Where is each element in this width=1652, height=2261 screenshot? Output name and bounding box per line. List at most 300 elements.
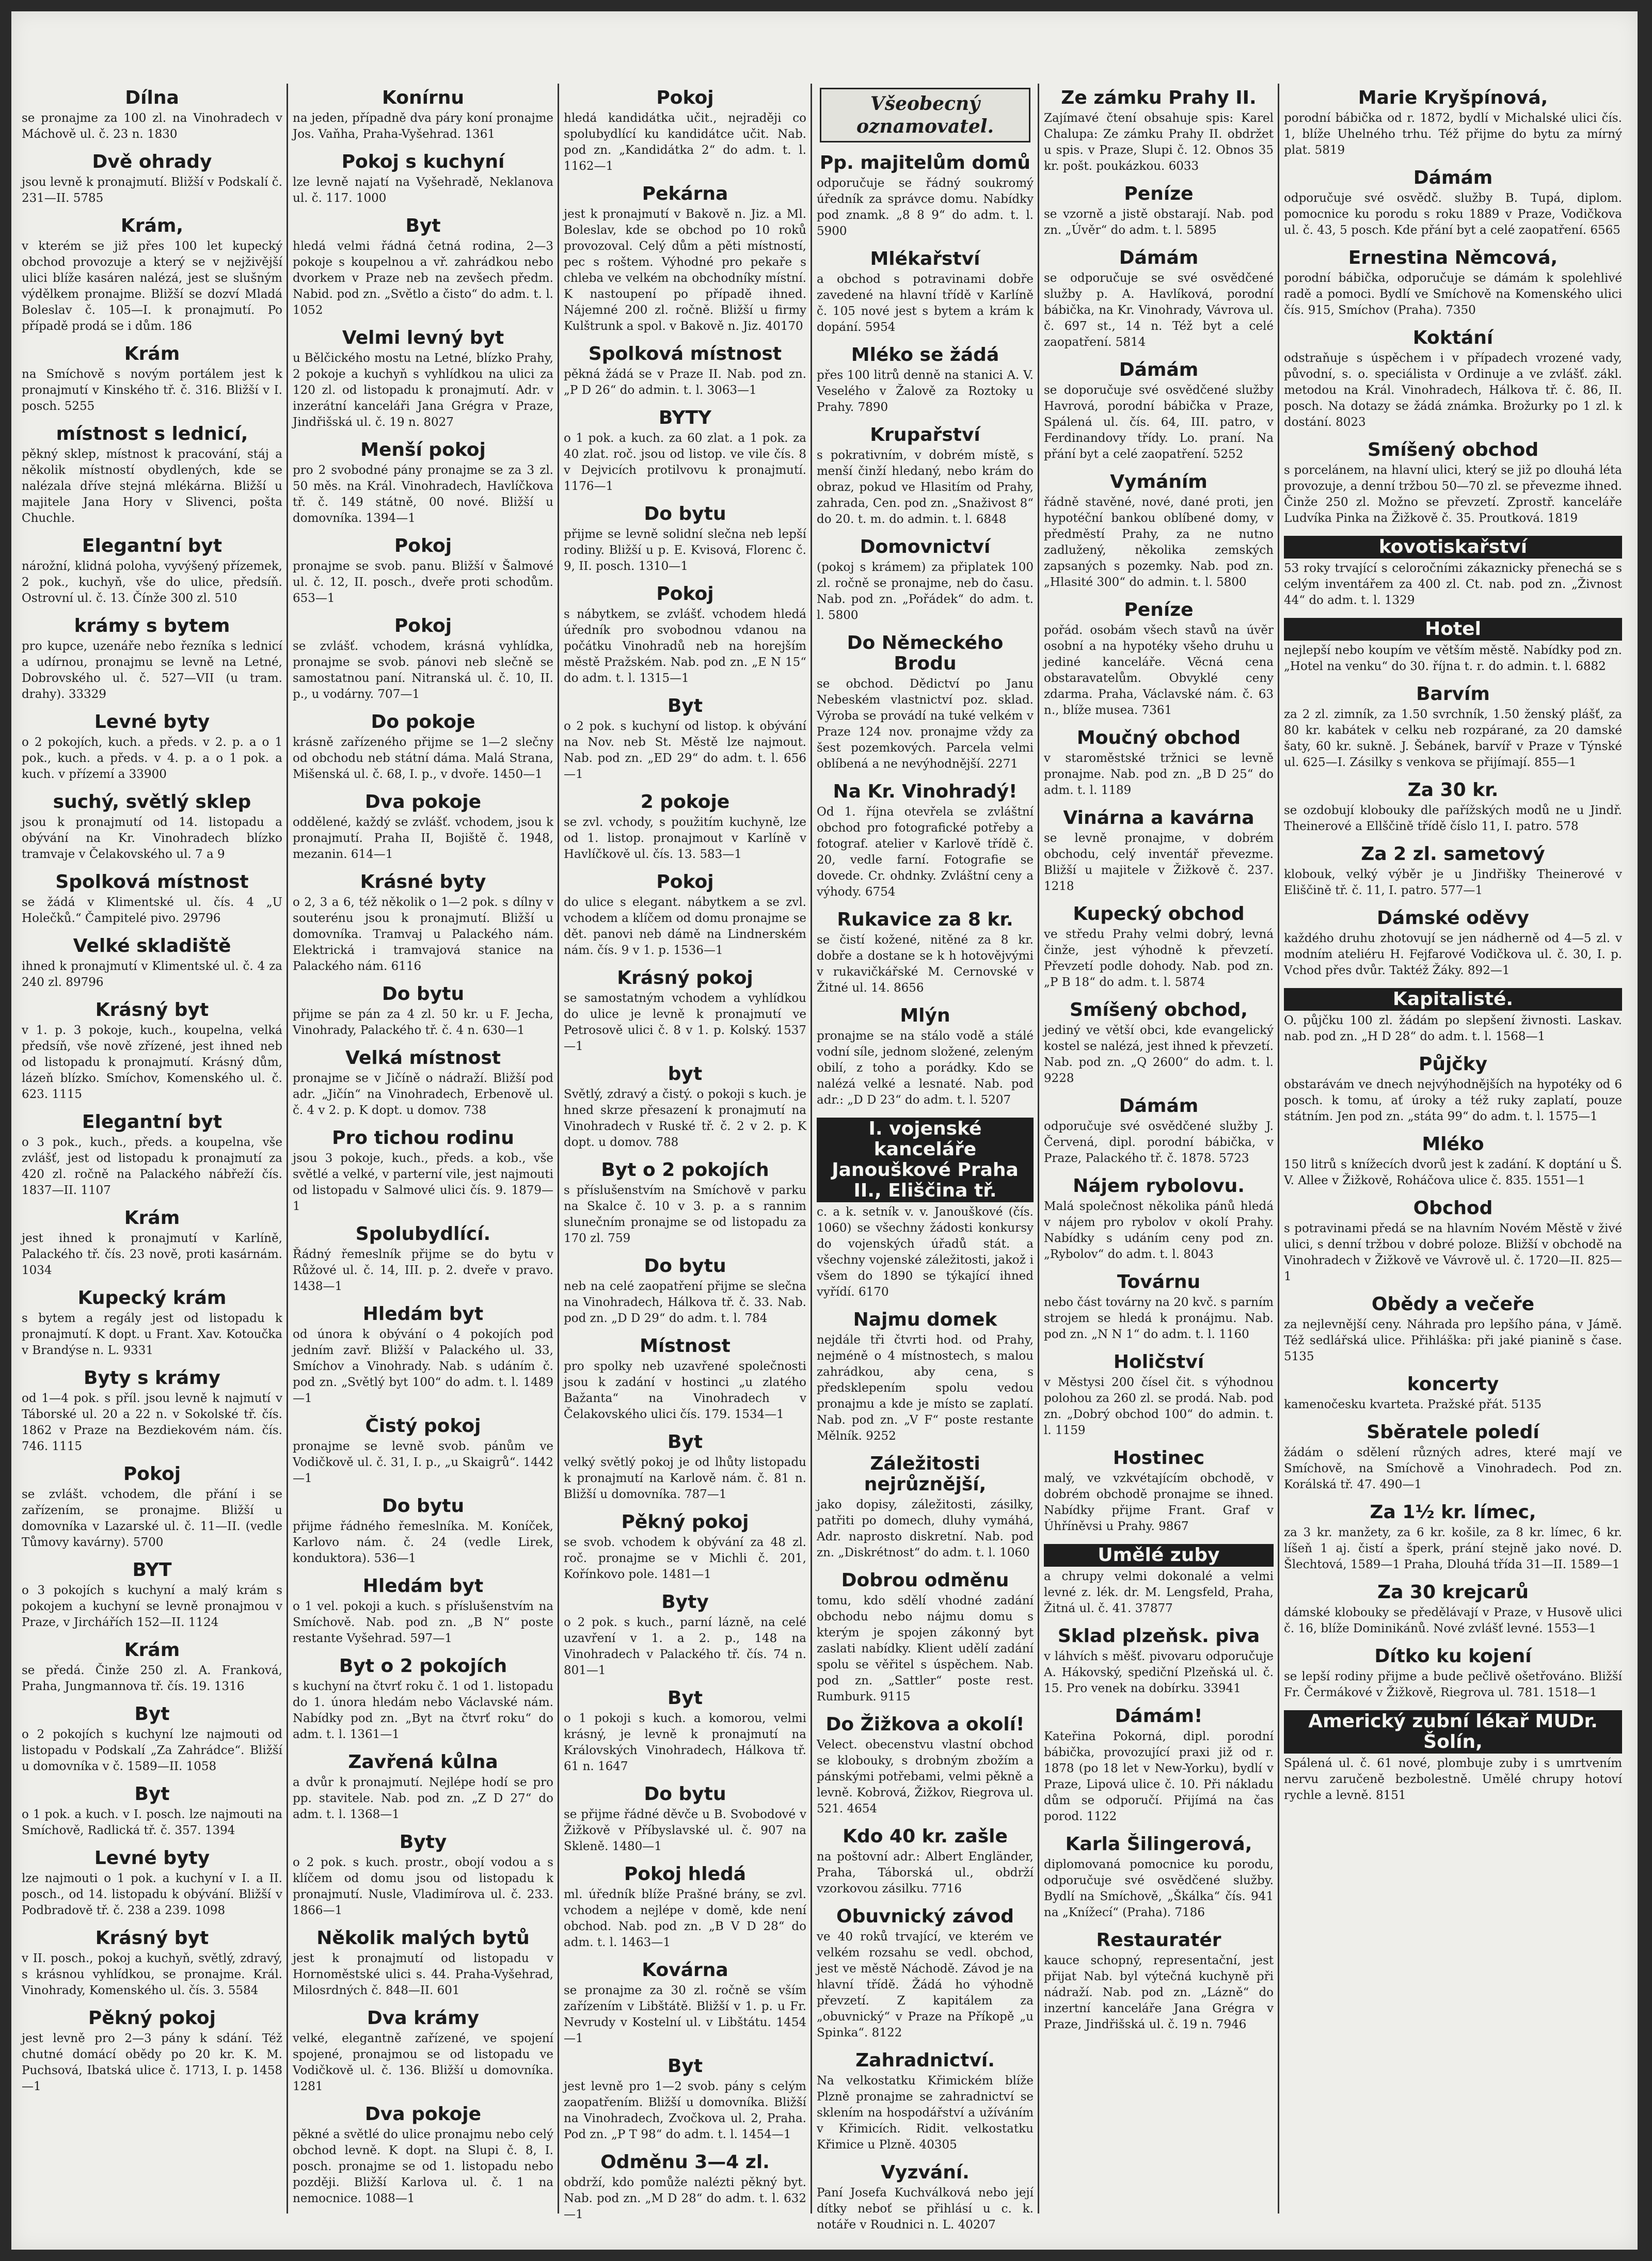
ad-heading: Marie Kryšpínová, bbox=[1358, 87, 1548, 108]
ad-heading: Vymáním bbox=[1110, 471, 1208, 492]
classified-ad bbox=[564, 584, 806, 687]
ad-body: odstraňuje s úspěchem i v případech vrozené vady, původní, s. o. speciálista v Ordinuje a ve zvlášť. zákl. metodou na Král. Vinohradech, Hálkova tř. č. 86, II. posch. Na dotazy se žádá známka. Brožurky po 1 zl. k dostání. 8023 bbox=[1284, 352, 1622, 429]
ad-body: do ulice s elegant. nábytkem a se zvl. vchodem a klíčem od domu pronajme se dět. panovi neb dámě na Lindnerském nám. čís. 9 v 1. p. 1536—1 bbox=[564, 896, 806, 957]
ad-heading: Do bytu bbox=[382, 983, 465, 1005]
ad-body: se samostatným vchodem a vyhlídkou do ulice je levně k pronajmutí ve Petrosově ulici č. 8 v 1. p. Kolský. 1537—1 bbox=[564, 992, 806, 1053]
ad-heading: Pokoj bbox=[656, 87, 714, 108]
classified-ad bbox=[293, 1304, 553, 1407]
ad-body: oddělené, každý se zvlášť. vchodem, jsou k pronajmutí. Praha II, Bojiště č. 1948, mezanin. 614—1 bbox=[293, 816, 553, 861]
ad-body: s porcelánem, na hlavní ulici, který se již po dlouhá léta provozuje, a denní tržbou 50—70 zl. se převezme ihned. Činže 250 zl. Možno se převzetí. Zprostř. kanceláře Ludvíka Pinka na Žižkově č. 35. Proutková. 1819 bbox=[1284, 464, 1622, 525]
column-rule bbox=[287, 84, 288, 2214]
classified-ad bbox=[1284, 1054, 1622, 1125]
classified-ad bbox=[1284, 536, 1622, 609]
ad-heading: Restauratér bbox=[1096, 1930, 1221, 1951]
ad-heading: Pokoj s kuchyní bbox=[341, 151, 505, 172]
classified-ad bbox=[817, 782, 1034, 900]
ad-body: jsou levně k pronajmutí. Bližší v Podskalí č. 231—II. 5785 bbox=[22, 176, 282, 205]
ad-heading: BYT bbox=[132, 1559, 172, 1581]
classified-ad bbox=[564, 1256, 806, 1327]
ad-body: jsou 3 pokoje, kuch., předs. a kob., vše světlé a velké, v parterní vile, jest najmouti od listopadu v Salmové ulici čís. 9. 1879—1 bbox=[293, 1152, 553, 1213]
ad-body: malý, ve vzkvétajícím obchodě, v dobrém obchodě pronajme se ihned. Nabídky přijme Frant. Graf v Úhříněvsi u Prahy. 9867 bbox=[1044, 1472, 1274, 1533]
ad-heading: Pokoj bbox=[123, 1463, 181, 1485]
ad-body: pronajme se svob. panu. Bližší v Šalmové ul. č. 12, II. posch., dveře proti schodům. 653—1 bbox=[293, 560, 553, 605]
ad-body: porodní bábička, odporučuje se dámám k spolehlivé radě a pomoci. Bydlí ve Smíchově na Komenského ulici čís. 915, Smíchov (Praha). 7350 bbox=[1284, 272, 1622, 317]
classified-ad bbox=[1044, 904, 1274, 991]
ad-body: klobouk, velký výběr je u Jindřišky Theinerové v Eliščině tř. č. 11, I. patro. 577—1 bbox=[1284, 868, 1622, 897]
classified-ad bbox=[817, 537, 1034, 624]
ad-body: hledá velmi řádná četná rodina, 2—3 pokoje s koupelnou a vř. zahrádkou nebo dvorkem v Praze neb na zevšech předm. Nabid. pod zn. „Světlo a čisto“ do adm. t. l. 1052 bbox=[293, 240, 553, 317]
ad-heading: I. vojenské kanceláře Janouškové Praha II., Eliščina tř. bbox=[817, 1118, 1034, 1202]
classified-ad bbox=[293, 88, 553, 142]
ad-body: u Bělčického mostu na Letné, blízko Prahy, 2 pokoje a kuchyň s vyhlídkou na ulici za 120 zl. od listopadu k pronajmutí. Adr. v inzerátní kanceláři Jana Grégra v Praze, Jindřišská ul. č. 19 n. 8027 bbox=[293, 352, 553, 429]
classified-ad bbox=[22, 1464, 282, 1551]
ad-body: jest k pronajmutí od listopadu v Hornoměstské ulici s. 44. Praha-Vyšehrad, Milosrdných č. 848—II. 601 bbox=[293, 1952, 553, 1997]
ad-body: kamenočesku kvarteta. Pražské přát. 5135 bbox=[1284, 1398, 1542, 1411]
ad-heading: Krásný byt bbox=[95, 999, 209, 1021]
ad-body: od 1—4 pok. s příl. jsou levně k najmutí v Táborské ul. 20 a 22 n. v Sokolské tř. čís. 1862 v Praze na Bezdiekovém nám. čís. 746. 1115 bbox=[22, 1392, 282, 1453]
ad-body: o 2 pok. s kuch. prostr., obojí vodou a s klíčem od domu jsou od listopadu k pronajmutí. Nusle, Vladimírova ul. č. 233. 1866—1 bbox=[293, 1856, 553, 1917]
ad-heading: Kupecký krám bbox=[77, 1287, 227, 1309]
ad-heading: Do bytu bbox=[644, 1784, 726, 1805]
ad-heading: Velká místnost bbox=[345, 1047, 501, 1069]
classified-ad bbox=[1044, 1544, 1274, 1617]
ad-body: odporučuje se řádný soukromý úředník za správce domu. Nabídky pod znamk. „8 8 9“ do adm. t. l. 5900 bbox=[817, 177, 1034, 238]
ad-heading: Kdo 40 kr. zašle bbox=[843, 1826, 1008, 1847]
ad-heading: Pokoj bbox=[656, 583, 714, 604]
ad-body: ihned k pronajmutí v Klimentské ul. č. 4 za 240 zl. 89796 bbox=[22, 960, 282, 989]
classified-ad bbox=[1044, 360, 1274, 463]
ad-heading: Za 30 kr. bbox=[1407, 779, 1499, 801]
ad-body: pronajme se v Jičíně o nádraží. Bližší pod adr. „Jičín“ na Vinohradech, Erbenově ul. č. 4 v 2. p. K dopt. u domov. 738 bbox=[293, 1072, 553, 1117]
classified-ad bbox=[293, 2008, 553, 2095]
column-1 bbox=[22, 88, 282, 2219]
classified-ad bbox=[1044, 1096, 1274, 1167]
ad-heading: Velmi levný byt bbox=[342, 327, 504, 348]
ad-body: se pronajme za 100 zl. na Vinohradech v Máchově ul. č. 23 n. 1830 bbox=[22, 112, 282, 141]
ad-heading: Spolková místnost bbox=[55, 871, 249, 893]
column-rule bbox=[1038, 84, 1039, 2214]
classified-ad bbox=[22, 1208, 282, 1279]
classified-ad bbox=[1044, 728, 1274, 799]
classified-ad bbox=[817, 633, 1034, 772]
ad-heading: Pěkný pokoj bbox=[88, 2008, 216, 2029]
classified-ad bbox=[293, 1928, 553, 1999]
ad-heading: BYTY bbox=[658, 407, 712, 428]
ad-heading: Byt bbox=[667, 2056, 703, 2077]
classified-ad bbox=[817, 1310, 1034, 1444]
classified-ad bbox=[22, 1848, 282, 1919]
ad-heading: Menší pokoj bbox=[360, 439, 486, 460]
classified-ad bbox=[1284, 1134, 1622, 1189]
ad-heading: Do bytu bbox=[644, 1255, 726, 1277]
ad-heading: Pokoj bbox=[394, 615, 452, 636]
ad-body: s kuchyní na čtvrť roku č. 1 od 1. listopadu do 1. února hledám nebo Václavské nám. Nabídky pod zn. „Byt na čtvrť roku“ do adm. t. l. 1361—1 bbox=[293, 1680, 553, 1741]
classified-ad bbox=[564, 968, 806, 1055]
ad-body: o 2 pokojích, kuch. a předs. v 2. p. a o 1 pok., kuch. a předs. v 4. p. a o 1 pok. a kuch. v přízemí a 33900 bbox=[22, 736, 282, 781]
ad-body: diplomovaná pomocnice ku porodu, odporučuje své osvědčené služby. Bydlí na Smíchově, „Škálka“ čís. 941 na „Knížecí“ (Praha). 7186 bbox=[1044, 1858, 1274, 1919]
classified-ad bbox=[564, 1688, 806, 1775]
ad-body: jediný ve větší obci, kde evangelický kostel se nalézá, jest ihned k převzetí. Nab. pod zn. „Q 2600“ do adm. t. l. 9228 bbox=[1044, 1024, 1274, 1085]
ad-heading: Dobrou odměnu bbox=[841, 1570, 1009, 1591]
classified-ad bbox=[1284, 1582, 1622, 1637]
ad-heading: krámy s bytem bbox=[74, 615, 230, 636]
ad-body: se ozdobují klobouky dle pařížských modů ne u Jindř. Theinerové a Ellščině třídě číslo 11, I. patro. 578 bbox=[1284, 804, 1622, 833]
ad-body: odporučuje své osvědčené služby J. Červená, dipl. porodní bábička, v Praze, Palackého tř. č. 1878. 5723 bbox=[1044, 1120, 1274, 1165]
ad-body: s nábytkem, se zvlášť. vchodem hledá úředník pro svobodnou vdanou na počátku Vinohradů neb na horejším městě Pražském. Nab. pod zn. „E N 15“ do adm. t. l. 1315—1 bbox=[564, 608, 806, 685]
ad-body: lze levně najatí na Vyšehradě, Neklanova ul. č. 117. 1000 bbox=[293, 176, 553, 205]
ad-body: se odporučuje se své osvědčené služby p. A. Havlíková, porodní bábička, na Kr. Vinohrady, Vávrova ul. č. 697 st., 14 n. Též byt a celé zaopatření. 5814 bbox=[1044, 272, 1274, 349]
ad-heading: Byt o 2 pokojích bbox=[601, 1159, 769, 1181]
ad-body: obdrží, kdo pomůže nalézti pěkný byt. Nab. pod zn. „M D 28“ do adm. t. l. 632—1 bbox=[564, 2176, 806, 2221]
ad-body: O. půjčku 100 zl. žádám po slepšení živnosti. Laskav. nab. pod zn. „H D 28“ do adm. t. l. 1568—1 bbox=[1284, 1014, 1622, 1043]
classified-ad bbox=[1284, 440, 1622, 527]
ad-body: nárožní, klidná poloha, vyvýšený přízemek, 2 pok., kuchyň, vše do ulice, předsíň. Ostrovní ul. č. 13. Čínže 300 zl. 510 bbox=[22, 560, 282, 605]
ad-heading: Zahradnictví. bbox=[855, 2050, 995, 2071]
ad-heading: Ze zámku Prahy II. bbox=[1061, 87, 1257, 108]
ad-heading: Pro tichou rodinu bbox=[332, 1127, 514, 1149]
classified-ad bbox=[1284, 1294, 1622, 1365]
ad-body: se pronajme za 30 zl. ročně se vším zařízením v Libštátě. Bližší v 1. p. u Fr. Nevrudy v Kostelní ul. v Libštátu. 1454—1 bbox=[564, 1984, 806, 2045]
ad-heading: Za 2 zl. sametový bbox=[1361, 843, 1545, 865]
ad-body: 150 litrů s knížecích dvorů jest k zadání. K doptání u Š. V. Allee v Žižkově, Roháčova ulice č. 835. 1551—1 bbox=[1284, 1158, 1622, 1187]
classified-ad bbox=[564, 1864, 806, 1951]
classified-ad bbox=[1044, 600, 1274, 719]
ad-body: s příslušenstvím na Smíchově v parku na Skalce č. 10 v 3. p. a s rannim slunečním pronajme se od listopadu za 170 zl. 759 bbox=[564, 1184, 806, 1245]
ad-heading: Dva pokoje bbox=[364, 2104, 482, 2125]
ad-body: žádám o sdělení různých adres, které mají ve Smíchově, na Smíchově a Vinohradech. Pod zn. Korálská tř. 47. 490—1 bbox=[1284, 1446, 1622, 1491]
ad-body: nejdále tři čtvrti hod. od Prahy, nejméně o 4 místnostech, s malou zahrádkou, aby cena, s předsklepením spolu vedou pronajmu a kde je místo se zaplatí. Nab. pod zn. „V F“ poste restante Mělník. 9252 bbox=[817, 1333, 1034, 1443]
ad-body: Na velkostatku Křimickém blíže Plzně pronajme se zahradnictví se sklením na hospodářství a užíváním v Křimicích. Ridit. velkostatku Křimice u Plzně. 40305 bbox=[817, 2074, 1034, 2152]
classified-ad bbox=[1044, 1626, 1274, 1697]
ad-heading: Krupařství bbox=[870, 424, 980, 445]
ad-heading: Místnost bbox=[640, 1335, 730, 1357]
ad-heading: Na Kr. Vinohradý! bbox=[833, 781, 1018, 802]
ad-heading: Velké skladiště bbox=[73, 935, 231, 957]
classified-ad bbox=[22, 1704, 282, 1775]
ad-heading: Kovárna bbox=[642, 1960, 728, 1981]
ad-body: Světlý, zdravý a čistý. o pokoji s kuch. je hned skrze přesazení k pronajmutí na Vinohradech v Ruské tř. č. 2 v 2. p. K dopt. u domov. 788 bbox=[564, 1088, 806, 1149]
classified-ad bbox=[22, 1784, 282, 1839]
ad-heading: Smíšený obchod bbox=[1367, 439, 1539, 460]
ad-heading: Elegantní byt bbox=[82, 535, 223, 556]
ad-heading: Do Žižkova a okolí! bbox=[825, 1714, 1025, 1735]
ad-body: porodní bábička od r. 1872, bydlí v Michalské ulici čís. 1, blíže Uhelného trhu. Též přijme do bytu za mírný plat. 5819 bbox=[1284, 112, 1622, 157]
classified-ad bbox=[22, 216, 282, 335]
banner-line1: Všeobecný bbox=[870, 93, 980, 115]
ad-body: se zvl. vchody, s použitím kuchyně, lze od 1. listop. pronajmout v Karlíně v Havlíčkově ul. čís. 13. 583—1 bbox=[564, 816, 806, 861]
classified-ad bbox=[22, 2008, 282, 2095]
ad-heading: Za 30 krejcarů bbox=[1377, 1582, 1529, 1603]
classified-ad bbox=[1284, 618, 1622, 675]
ad-body: každého druhu zhotovují se jen nádherně od 4—5 zl. v modním ateliéru H. Fejfarové Vodičkova ul. č. 30, I. p. Vchod přes dvůr. Taktéž Žáky. 892—1 bbox=[1284, 932, 1622, 977]
classified-ad bbox=[293, 1576, 553, 1647]
ad-body: v II. posch., pokoj a kuchyň, světlý, zdravý, s krásnou vyhlídkou, se pronajme. Král. Vinohrady, Komenského ul. čís. 3. 5584 bbox=[22, 1952, 282, 1997]
ad-body: Kateřina Pokorná, dipl. porodní bábička, provozující praxi již od r. 1878 (po 18 let v New-Yorku), bydlí v Praze, Lipová ulice č. 10. Při nákladu dům se odporučí. Přijímá na čas porod. 1122 bbox=[1044, 1730, 1274, 1823]
ad-body: se žádá v Klimentské ul. čís. 4 „U Holečků.“ Čampitelé pivo. 29796 bbox=[22, 896, 282, 925]
ad-heading: Dámám bbox=[1119, 1095, 1199, 1117]
ad-body: ve středu Prahy velmi dobrý, levná činže, jest výhodně k převzetí. Převzetí podle dohody. Nab. pod zn. „P B 18“ do adm. t. l. 5874 bbox=[1044, 928, 1274, 989]
classified-ad bbox=[817, 2050, 1034, 2153]
ad-heading: kovotiskařství bbox=[1284, 536, 1622, 559]
ad-heading: Americký zubní lékař MUDr. Šolín, bbox=[1284, 1710, 1622, 1754]
ad-body: se svob. vchodem k obývání za 48 zl. roč. pronajme se v Michli č. 201, Kořínkovo pole. 1481—1 bbox=[564, 1536, 806, 1581]
ad-body: se obchod. Dědictví po Janu Nebeském vlastnictví poz. sklad. Výroba se provádí na tuké velkém v Praze 124 nov. pronajme vždy za šest pozemkových. Parcela velmi oblíbená a ne nevýhodnější. 2271 bbox=[817, 677, 1034, 771]
ad-heading: Krásné byty bbox=[360, 871, 486, 893]
ad-heading: Levné byty bbox=[94, 711, 210, 733]
ad-body: hledá kandidátka učit., nejraději co spolubydlící ku kandidátce učit. Nab. pod zn. „Kandidátka 2“ do adm. t. l. 1162—1 bbox=[564, 112, 806, 173]
ad-heading: Dámám bbox=[1119, 247, 1199, 268]
ad-heading: Vyzvání. bbox=[881, 2162, 970, 2183]
newspaper-page bbox=[11, 11, 1638, 2250]
classified-ad bbox=[1044, 1930, 1274, 2033]
ad-heading: Do bytu bbox=[644, 503, 726, 524]
classified-ad bbox=[564, 1064, 806, 1151]
ad-heading: Byt bbox=[405, 215, 441, 236]
classified-ad bbox=[1044, 88, 1274, 174]
ad-body: ve 40 roků trvající, ve kterém ve velkém rozsahu se vedl. obchod, jest ve městě Náchodě. Závod je na hlavní třídě. Žádá ho výhodně převzetí. Z kapitálem za „obuvnický“ v Praze na Příkopě „u Spinka“. 8122 bbox=[817, 1930, 1034, 2040]
classified-ad bbox=[293, 2104, 553, 2207]
ad-heading: Spolubydlící. bbox=[355, 1223, 491, 1245]
ad-heading: Čistý pokoj bbox=[365, 1415, 481, 1437]
classified-ad bbox=[1284, 1710, 1622, 1804]
classified-ad bbox=[817, 1118, 1034, 1300]
classified-ad bbox=[1284, 1374, 1622, 1413]
ad-heading: Pekárna bbox=[642, 183, 728, 204]
classified-ad bbox=[293, 328, 553, 431]
ad-body: pěkná žádá se v Praze II. Nab. pod zn. „P D 26“ do admin. t. l. 3063—1 bbox=[564, 368, 806, 397]
ad-body: řádně stavěné, nové, dané proti, jen hypotéční bankou oblíbené domy, v předměstí Prahy, za ne nutno zadlužený, několika zemských zapsaných s pozemky. Nab. pod zn. „Hlasité 300“ do admin. t. l. 5800 bbox=[1044, 496, 1274, 589]
ad-heading: Obuvnický závod bbox=[836, 1906, 1014, 1927]
ad-body: lze najmouti o 1 pok. a kuchyní v I. a II. posch., od 14. listopadu k obývání. Bližší v Podbradově tř. č. 238 a 239. 1098 bbox=[22, 1872, 282, 1917]
ad-body: o 3 pok., kuch., předs. a koupelna, vše zvlášť, jest od listopadu k pronajmutí za 420 zl. ročně na Palackého nábřeží čís. 1837—II. 1107 bbox=[22, 1136, 282, 1197]
ad-heading: Umělé zuby bbox=[1044, 1544, 1274, 1567]
ad-body: s bytem a regály jest od listopadu k pronajmutí. K dopt. u Frant. Xav. Kotoučka v Brandýse n. L. 9331 bbox=[22, 1312, 282, 1357]
classified-ad bbox=[817, 345, 1034, 416]
classified-ad bbox=[817, 2162, 1034, 2233]
ad-body: s potravinami předá se na hlavním Novém Městě v živé ulici, s denní tržbou v dobré poloze. Bližší v obchodě na Vinohradech v Žižkově ve Vávrově ul. č. 1720—II. 825—1 bbox=[1284, 1222, 1622, 1283]
ad-body: se levně pronajme, v dobrém obchodu, celý inventář převezme. Bližší u majitele v Žižkově č. 237. 1218 bbox=[1044, 832, 1274, 893]
ad-heading: suchý, světlý sklep bbox=[53, 791, 251, 813]
column-rule bbox=[558, 84, 559, 2214]
ad-body: o 1 pok. a kuch. v I. posch. lze najmouti na Smíchově, Radlická tř. č. 357. 1394 bbox=[22, 1808, 282, 1837]
ad-body: obstarávám ve dnech nejvýhodnějších na hypotéky od 6 posch. k tomu, ať úroky a též ruky zaplatí, pouze státním. Jen pod zn. „státa 99“ do adm. t. l. 1575—1 bbox=[1284, 1078, 1622, 1123]
ad-body: jest levně pro 2—3 pány k sdání. Též chutné domácí obědy po 20 kr. K. M. Puchsová, Ibatská ulice č. 1713, I. p. 1458—1 bbox=[22, 2032, 282, 2093]
ad-body: o 3 pokojích s kuchyní a malý krám s pokojem a kuchyní se levně pronajmou v Praze, v Jirchářích 152—II. 1124 bbox=[22, 1584, 282, 1629]
classified-ad bbox=[293, 152, 553, 206]
ad-body: kauce schopný, representační, jest přijat Nab. byl výtečná kuchyně při nádraží. Nab. pod zn. „Lázně“ do inzertní kanceláře Jana Grégra v Praze, Jindřišská ul. č. 19 n. 7946 bbox=[1044, 1954, 1274, 2031]
classified-ad bbox=[22, 1928, 282, 1999]
classified-ad bbox=[817, 1570, 1034, 1705]
section-banner bbox=[820, 88, 1030, 142]
classified-ad bbox=[1044, 1352, 1274, 1439]
ad-body: Velect. obecenstvu vlastní obchod se klobouky, s drobným zbožím a pánskými potřebami, velmi pěkně a levně. Kobrová, Žižkov, Riegrova ul. 521. 4654 bbox=[817, 1738, 1034, 1816]
classified-ad bbox=[1044, 184, 1274, 238]
ad-heading: Byt bbox=[134, 1703, 170, 1725]
column-6 bbox=[1284, 88, 1622, 2219]
ad-body: o 1 pok. a kuch. za 60 zlat. a 1 pok. za 40 zlat. roč. jsou od listop. ve vile čís. 8 v Dejvicích protilvovu k pronajmutí. 1176—1 bbox=[564, 432, 806, 493]
ad-body: jest levně pro 1—2 svob. pány s celým zaopatřením. Bližší u domovníka. Bližší na Vinohradech, Zvočkova ul. 2, Praha. Pod zn. „P T 98“ do adm. t. l. 1454—1 bbox=[564, 2080, 806, 2141]
classified-ad bbox=[22, 792, 282, 863]
ad-body: Malá společnost několika pánů hledá v nájem pro rybolov v okolí Prahy. Nabídky s udáním ceny pod zn. „Rybolov“ do adm. t. l. 8043 bbox=[1044, 1200, 1274, 1261]
classified-ad bbox=[564, 1512, 806, 1583]
ad-heading: Obchod bbox=[1413, 1198, 1493, 1219]
ad-body: c. a k. setník v. v. Janouškové (čís. 1060) se všechny žádosti konkursy do vojenských úřadů stát. a všechny vojenské záležitosti, jakož i všem do 1890 se týkající ihned vyřídí. 6170 bbox=[817, 1205, 1034, 1299]
ad-heading: Dítko ku kojení bbox=[1374, 1646, 1532, 1667]
ad-body: odporučuje své osvědč. služby B. Tupá, diplom. pomocnice ku porodu s roku 1889 v Praze, Vodičkova ul. č. 43, 5 posch. Kde přání byt a celé zaopatření. 6565 bbox=[1284, 192, 1622, 237]
ad-body: se zvlášť. vchodem, krásná vyhlídka, pronajme se svob. pánovi neb slečně se samostatnou paní. Nitranská ul. č. 10, II. p., u vodárny. 707—1 bbox=[293, 640, 553, 701]
ad-heading: Mlýn bbox=[900, 1005, 950, 1026]
classified-ad bbox=[293, 440, 553, 527]
ad-body: se čistí kožené, nitěné za 8 kr. dobře a dostane se k h hotovějvými v rukavičkářské M. Cernovské v Žitné ul. 14. 8656 bbox=[817, 933, 1034, 995]
column-2 bbox=[293, 88, 553, 2219]
classified-ad bbox=[564, 1960, 806, 2047]
ad-heading: Byt bbox=[134, 1784, 170, 1805]
classified-ad bbox=[293, 1224, 553, 1295]
ad-body: za 2 zl. zimník, za 1.50 svrchník, 1.50 ženský plášť, za 80 kr. kabátek v celku neb rozpárané, za 20 damské šaty, 60 kr. sukně. J. Šebánek, barvíř v Praze v Týnské ul. 625—I. Zásilky s venkova se přijímají. 855—1 bbox=[1284, 708, 1622, 769]
ad-body: o 2 pokojích s kuchyní lze najmouti od listopadu v Podskalí „Za Zahrádce“. Bližší u domovníka v č. 1589—II. 1058 bbox=[22, 1728, 282, 1773]
ad-heading: Hotel bbox=[1284, 618, 1622, 641]
ad-heading: Pokoj bbox=[656, 871, 714, 893]
ad-body: o 2 pok. s kuchyní od listop. k obývání na Nov. neb St. Městě lze najmout. Nab. pod zn. „ED 29“ do adm. t. l. 656—1 bbox=[564, 720, 806, 781]
classified-ad bbox=[293, 616, 553, 703]
classified-ad bbox=[22, 1640, 282, 1695]
ad-heading: Do bytu bbox=[382, 1495, 465, 1517]
ad-heading: Moučný obchod bbox=[1076, 727, 1241, 749]
ad-body: s pokrativním, v dobrém místě, s menší činží hledaný, nebo krám do obraz, pokud ve Hlasitím od Prahy, zahrada, Cen. pod zn. „Snaživost 8“ do 20. t. m. do admin. t. l. 6848 bbox=[817, 449, 1034, 526]
banner-line2: oznamovatel. bbox=[856, 116, 994, 137]
ad-heading: Konírnu bbox=[382, 87, 464, 108]
ad-heading: Dámám bbox=[1119, 359, 1199, 380]
ad-heading: Pp. majitelům domů bbox=[819, 152, 1031, 173]
classified-ad bbox=[22, 344, 282, 415]
ad-body: tomu, kdo sdělí vhodné zadání obchodu nebo nájmu domu s kterým je spojen zákonný byt zaslati nabídky. Klient udělí zadání spolu se věřitel s úspěchem. Nab. pod zn. „Sattler“ poste rest. Rumburk. 9115 bbox=[817, 1594, 1034, 1703]
ad-body: v staroměstské tržnici se levně pronajme. Nab. pod zn. „B D 25“ do adm. t. l. 1189 bbox=[1044, 752, 1274, 797]
ad-heading: Kupecký obchod bbox=[1073, 903, 1245, 925]
classified-ad bbox=[293, 1496, 553, 1567]
classified-ad bbox=[1284, 1646, 1622, 1701]
ad-body: a chrupy velmi dokonalé a velmi levné z. lék. dr. M. Lengsfeld, Praha, Žitná ul. č. 41. 37877 bbox=[1044, 1570, 1274, 1615]
ad-body: 53 roky trvající s celoročními zákaznicky přenechá se s celým inventářem za 400 zl. Ct. nab. pod zn. „Živnost 44“ do adm. t. l. 1329 bbox=[1284, 562, 1622, 607]
ad-body: neb na celé zaopatření přijme se slečna na Vinohradech, Hálkova tř. č. 33. Nab. pod zn. „D D 29“ do adm. t. l. 784 bbox=[564, 1280, 806, 1325]
ad-body: o 2, 3 a 6, též několik o 1—2 pok. s dílny v souterénu jsou k pronajmutí. Bližší u domovníka. Tramvaj u Palackého nám. Elektrická i tramvajová stanice na Palackého nám. 6116 bbox=[293, 896, 553, 973]
ad-body: se přijme řádné děvče u B. Svobodové v Žižkově v Příbyslavské ul. č. 907 na Skleně. 1480—1 bbox=[564, 1808, 806, 1853]
classified-ad bbox=[1284, 684, 1622, 771]
ad-heading: Kapitalisté. bbox=[1284, 988, 1622, 1011]
ad-heading: Byty s krámy bbox=[83, 1367, 221, 1389]
classified-ad bbox=[564, 2056, 806, 2143]
classified-ad bbox=[22, 936, 282, 991]
ad-body: se předá. Činže 250 zl. A. Franková, Praha, Jungmannova tř. čís. 19. 1316 bbox=[22, 1664, 282, 1693]
ad-heading: Krásný pokoj bbox=[617, 967, 753, 989]
column-5 bbox=[1044, 88, 1274, 2219]
classified-ad bbox=[22, 712, 282, 783]
ad-heading: Byt bbox=[667, 1687, 703, 1709]
classified-ad bbox=[22, 1288, 282, 1359]
classified-ad bbox=[564, 696, 806, 783]
ad-body: pronajme se na stálo vodě a stálé vodní síle, jednom složené, zeleným obilí, z toho a porádky. Kdo se nalézá velké a lesnaté. Nab. pod adr.: „D D 23“ do adm. t. l. 5207 bbox=[817, 1029, 1034, 1107]
ad-heading: byt bbox=[668, 1063, 703, 1085]
ad-heading: Koktání bbox=[1412, 327, 1494, 348]
classified-ad bbox=[564, 1336, 806, 1423]
ad-body: o 1 pokoji s kuch. a komorou, velmi krásný, je levně k pronajmutí na Královských Vinohradech, Hálkova tř. 61 n. 1647 bbox=[564, 1712, 806, 1773]
classified-ad bbox=[22, 1368, 282, 1455]
ad-heading: Dva krámy bbox=[367, 2008, 480, 2029]
classified-ad bbox=[564, 1160, 806, 1247]
classified-ad bbox=[564, 1784, 806, 1855]
classified-ad bbox=[22, 1000, 282, 1103]
ad-heading: Peníze bbox=[1124, 599, 1194, 620]
ad-body: velké, elegantně zařízené, ve spojení spojené, pronajmou se od listopadu ve Vodičkově ul. č. 136. Bližší u domovníka. 1281 bbox=[293, 2032, 553, 2093]
ad-heading: Byt bbox=[667, 695, 703, 716]
classified-ad bbox=[1044, 1706, 1274, 1825]
classified-ad bbox=[564, 344, 806, 399]
ad-body: nejlepší nebo koupím ve větším městě. Nabídky pod zn. „Hotel na venku“ do 30. října t. r. do admin. t. l. 6882 bbox=[1284, 644, 1622, 673]
ad-body: pronajme se levně svob. pánům ve Vodičkově ul. č. 31, I. p., „u Skaigrů“. 1442—1 bbox=[293, 1440, 553, 1485]
ad-body: Zajímavé čtení obsahuje spis: Karel Chalupa: Ze zámku Prahy II. obdržet u spis. v Praze, Slupi č. 12. Obnos 35 kr. pošt. poukázkou. 6033 bbox=[1044, 112, 1274, 173]
ad-body: pro kupce, uzenáře nebo řezníka s lednicí a udírnou, pronajmu se levně na Letné, Dobrovského ul. č. 527—VII (u tram. drahy). 33329 bbox=[22, 640, 282, 701]
ad-body: v kterém se již přes 100 let kupecký obchod provozuje a který se v nejživější ulici blíže kasáren nalézá, jest se slušným výdělkem pronajme. Bližší se dozví Mladá Boleslav č. 105—I. k pronajmutí. Po případě prodá se i dům. 186 bbox=[22, 240, 282, 333]
ad-heading: Peníze bbox=[1124, 183, 1194, 204]
ad-heading: Za 1½ kr. límec, bbox=[1370, 1502, 1536, 1523]
classified-ad bbox=[293, 1752, 553, 1823]
classified-ad bbox=[293, 536, 553, 607]
classified-ad bbox=[1044, 1834, 1274, 1921]
ad-heading: Najmu domek bbox=[853, 1309, 997, 1330]
ad-heading: Továrnu bbox=[1117, 1271, 1201, 1293]
classified-ad bbox=[1044, 248, 1274, 351]
ad-heading: Zavřená kůlna bbox=[348, 1752, 498, 1773]
classified-ad bbox=[817, 1714, 1034, 1817]
classified-ad bbox=[1284, 168, 1622, 238]
ad-heading: Karla Šilingerová, bbox=[1065, 1834, 1252, 1855]
ad-heading: Nájem rybolovu. bbox=[1073, 1175, 1245, 1197]
ad-heading: Pokoj hledá bbox=[624, 1864, 746, 1885]
ad-heading: Krám bbox=[124, 1639, 180, 1661]
classified-ad bbox=[564, 792, 806, 863]
ad-body: a dvůr k pronajmutí. Nejlépe hodí se pro pp. stavitele. Nab. pod zn. „Z D 27“ do adm. t. l. 1368—1 bbox=[293, 1776, 553, 1821]
classified-ad bbox=[1284, 1198, 1622, 1285]
ad-heading: Krám bbox=[124, 1207, 180, 1229]
ad-heading: místnost s lednicí, bbox=[56, 423, 248, 444]
ad-body: jsou k pronajmutí od 14. listopadu a obývání na Kr. Vinohradech blízko tramvaje v Čelakovského ul. 7 a 9 bbox=[22, 816, 282, 861]
ad-heading: Pokoj bbox=[394, 535, 452, 556]
classified-ad bbox=[1044, 1000, 1274, 1087]
classified-ad bbox=[564, 1592, 806, 1679]
ad-heading: Byty bbox=[399, 1832, 447, 1853]
ad-body: jest k pronajmutí v Bakově n. Jiz. a Ml. Boleslav, kde se obchod po 10 roků provozoval. Celý dům a pěti místností, pec s roštem. Výhodné pro pekaře s chleba ve velkém na obchodníky místní. K nastoupení po případě ihned. Nájemné 200 zl. ročně. Bližší u firmy Kulštrunk a spol. v Bakově n. Jiz. 40170 bbox=[564, 208, 806, 333]
classified-ad bbox=[293, 872, 553, 975]
ad-body: pro spolky neb uzavřené společnosti jsou k zadání v hostinci „u zlatého Bažanta“ na Vinohradech v Čelakovského ulici čís. 179. 1534—1 bbox=[564, 1360, 806, 1421]
ad-body: Řádný řemeslník přijme se do bytu v Růžové ul. č. 14, III. p. 2. dveře v pravo. 1438—1 bbox=[293, 1248, 553, 1293]
ad-heading: 2 pokoje bbox=[640, 791, 730, 813]
ad-body: Spálená ul. č. 61 nové, plombuje zuby i s umrtvením nervu zaručeně bezbolestně. Umělé chrupy hotoví rychle a levně. 8151 bbox=[1284, 1757, 1622, 1802]
classified-ad bbox=[817, 1454, 1034, 1561]
ad-heading: Domovnictví bbox=[860, 536, 991, 558]
classified-ad bbox=[22, 1112, 282, 1199]
ad-heading: Dva pokoje bbox=[364, 791, 482, 813]
ad-heading: Smíšený obchod, bbox=[1070, 999, 1248, 1021]
ad-body: pořád. osobám všech stavů na úvěr osobní a na hypotéky všeho druhu u jediné kanceláře. Věcná cena obstaravatelům. Obvyklé ceny zdarma. Praha, Václavské nám. č. 63 n., blíže musea. 7361 bbox=[1044, 624, 1274, 717]
classified-ad bbox=[564, 504, 806, 575]
ad-body: od února k obývání o 4 pokojích pod jedním zavř. Bližší v Palackého ul. 33, Smíchov a Vinohrady. Nab. s udáním č. pod zn. „Světlý byt 100“ do adm. t. l. 1489—1 bbox=[293, 1328, 553, 1405]
ad-body: (pokoj s krámem) za připlatek 100 zl. ročně se pronajme, neb do času. Nab. pod zn. „Pořádek“ do adm. t. l. 5800 bbox=[817, 561, 1034, 622]
ad-heading: Byt bbox=[667, 1431, 703, 1453]
ad-body: se lepší rodiny přijme a bude pečlivě ošetřováno. Bližší Fr. Čermákové v Žižkově, Riegrova ul. 781. 1518—1 bbox=[1284, 1670, 1622, 1699]
ad-body: velký světlý pokoj je od lhůty listopadu k pronajmutí na Karlově nám. č. 81 n. Bližší u domovníka. 787—1 bbox=[564, 1456, 806, 1501]
ad-heading: Hledám byt bbox=[362, 1575, 484, 1597]
classified-ad bbox=[817, 153, 1034, 240]
ad-heading: Holičství bbox=[1113, 1351, 1204, 1373]
